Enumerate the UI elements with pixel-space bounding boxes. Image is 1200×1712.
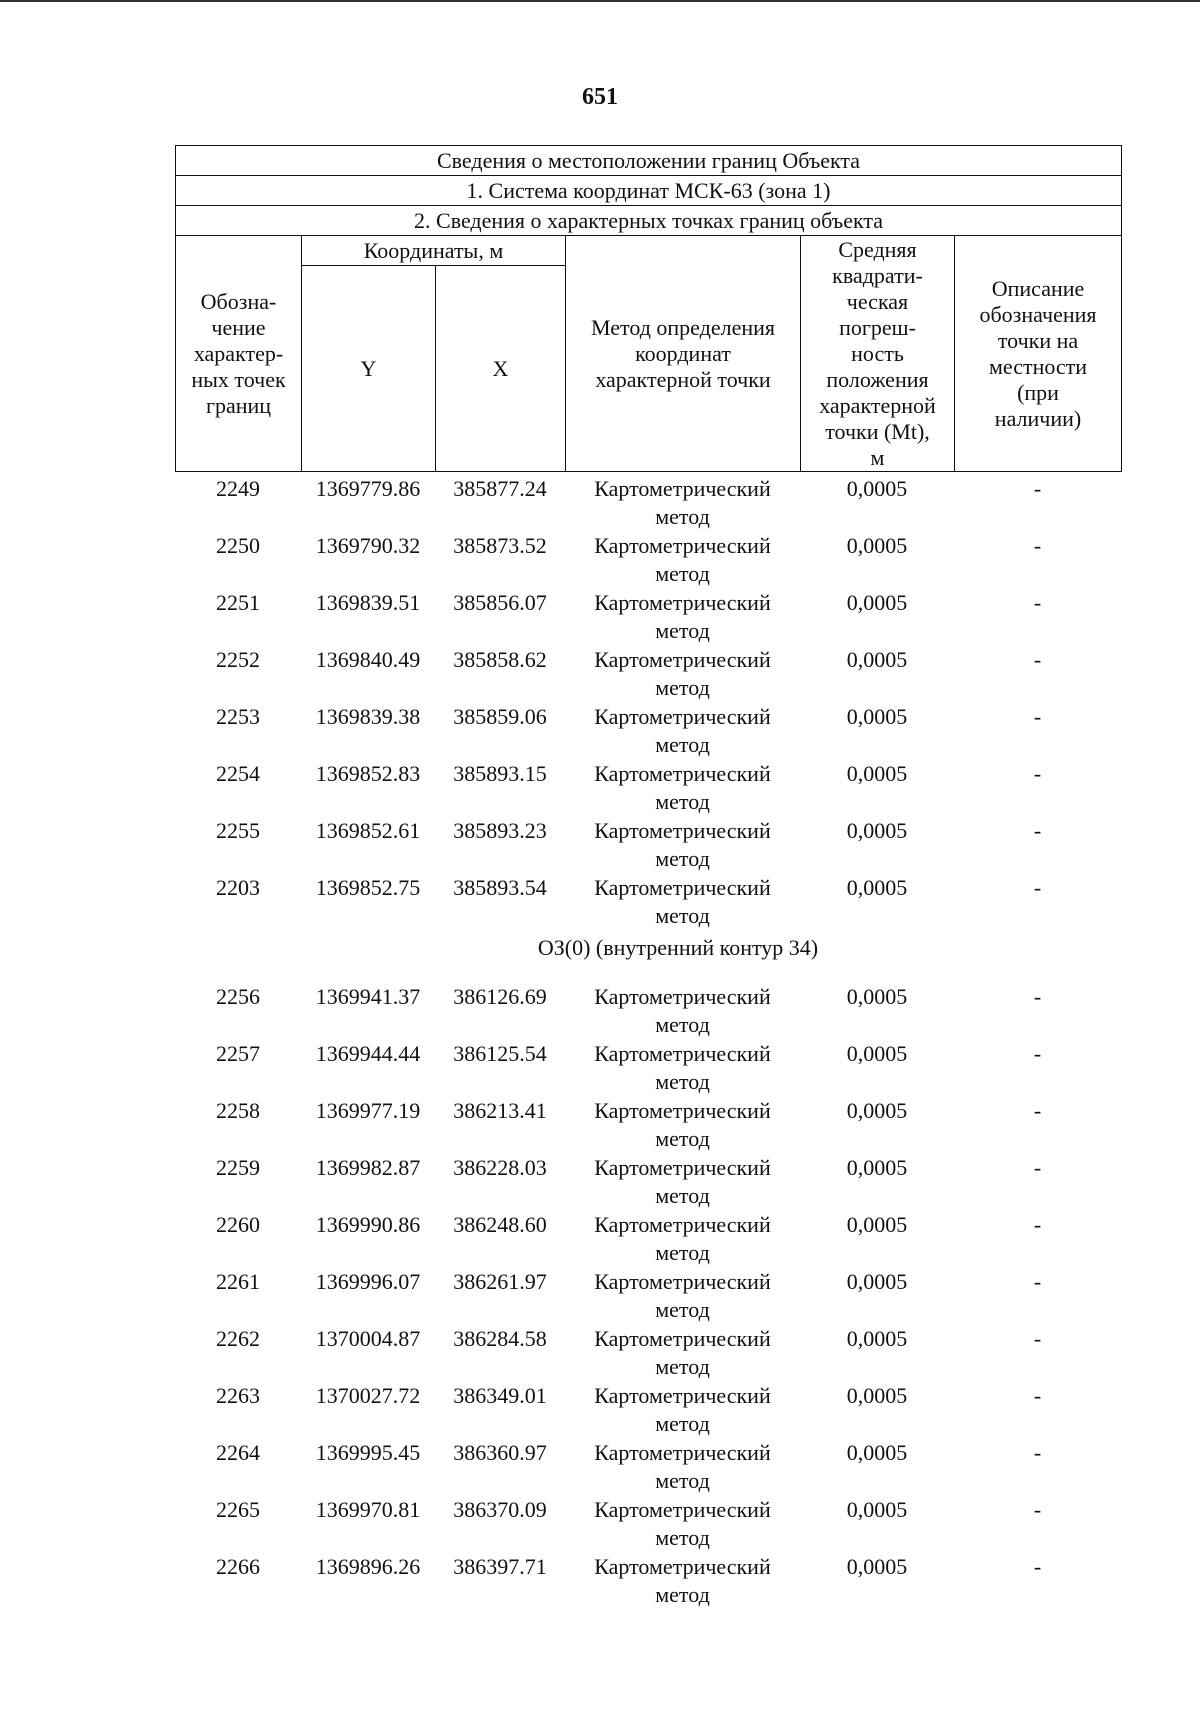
point-id: 2251 xyxy=(216,590,260,615)
description-cell: - xyxy=(1033,1098,1042,1123)
description-cell: - xyxy=(1033,1041,1042,1066)
table-row xyxy=(175,472,1121,529)
coord-y: 1369995.45 xyxy=(315,1440,421,1465)
table-row xyxy=(175,814,1121,871)
coord-x: 385893.23 xyxy=(453,818,547,843)
method-cell: Картометрический метод xyxy=(594,761,771,814)
description-cell: - xyxy=(1033,1440,1042,1465)
description-cell: - xyxy=(1033,875,1042,900)
coord-y: 1369941.37 xyxy=(315,984,421,1009)
error-cell: 0,0005 xyxy=(846,533,908,558)
coord-x: 386284.58 xyxy=(453,1326,547,1351)
point-id: 2263 xyxy=(216,1383,260,1408)
description-cell: - xyxy=(1033,533,1042,558)
point-id: 2253 xyxy=(216,704,260,729)
method-cell: Картометрический метод xyxy=(594,984,771,1037)
scan-top-edge xyxy=(0,0,1200,2)
method-cell: Картометрический метод xyxy=(594,1383,771,1436)
coord-x: 385859.06 xyxy=(453,704,547,729)
description-cell: - xyxy=(1033,1554,1042,1579)
description-cell: - xyxy=(1033,476,1042,501)
error-cell: 0,0005 xyxy=(846,1326,908,1351)
table-row xyxy=(175,1322,1121,1379)
point-id: 2203 xyxy=(216,875,260,900)
point-list-main xyxy=(175,472,1121,928)
table-row xyxy=(175,586,1121,643)
point-id: 2249 xyxy=(216,476,260,501)
description-cell: - xyxy=(1033,984,1042,1009)
method-cell: Картометрический метод xyxy=(594,1041,771,1094)
coord-x: 385877.24 xyxy=(453,476,547,501)
point-id: 2265 xyxy=(216,1497,260,1522)
error-cell: 0,0005 xyxy=(846,875,908,900)
method-cell: Картометрический метод xyxy=(594,1497,771,1550)
col-x-header: X xyxy=(436,266,566,472)
method-cell: Картометрический метод xyxy=(594,1326,771,1379)
coord-y: 1369944.44 xyxy=(315,1041,421,1066)
col-description-header: Описание обозначения точки на местности (при наличии) xyxy=(955,236,1122,472)
coord-y: 1369970.81 xyxy=(315,1497,421,1522)
description-cell: - xyxy=(1033,590,1042,615)
table-row xyxy=(175,980,1121,1037)
error-cell: 0,0005 xyxy=(846,1440,908,1465)
coord-x: 386248.60 xyxy=(453,1212,547,1237)
point-id: 2250 xyxy=(216,533,260,558)
description-cell: - xyxy=(1033,1383,1042,1408)
point-id: 2266 xyxy=(216,1554,260,1579)
description-cell: - xyxy=(1033,1269,1042,1294)
description-cell: - xyxy=(1033,1326,1042,1351)
table-row xyxy=(175,1550,1121,1607)
table-row xyxy=(175,871,1121,928)
point-list-inner-contour xyxy=(175,980,1121,1607)
boundary-points-document xyxy=(175,145,1121,1607)
method-cell: Картометрический метод xyxy=(594,647,771,700)
col-error-header: Средняя квадрати- ческая погреш- ность положения характерной точки (Mt), м xyxy=(801,236,955,472)
point-id: 2260 xyxy=(216,1212,260,1237)
point-id: 2264 xyxy=(216,1440,260,1465)
description-cell: - xyxy=(1033,704,1042,729)
error-cell: 0,0005 xyxy=(846,1554,908,1579)
error-cell: 0,0005 xyxy=(846,704,908,729)
coord-y: 1369779.86 xyxy=(315,476,421,501)
error-cell: 0,0005 xyxy=(846,647,908,672)
error-cell: 0,0005 xyxy=(846,818,908,843)
point-id: 2254 xyxy=(216,761,260,786)
error-cell: 0,0005 xyxy=(846,590,908,615)
point-id: 2259 xyxy=(216,1155,260,1180)
coord-x: 386125.54 xyxy=(453,1041,547,1066)
table-row xyxy=(175,1436,1121,1493)
coord-y: 1369839.51 xyxy=(315,590,421,615)
method-cell: Картометрический метод xyxy=(594,1440,771,1493)
coord-y: 1369852.61 xyxy=(315,818,421,843)
coord-y: 1369977.19 xyxy=(315,1098,421,1123)
table-row xyxy=(175,1151,1121,1208)
col-coordinates-header: Координаты, м xyxy=(302,236,566,266)
coord-x: 385873.52 xyxy=(453,533,547,558)
method-cell: Картометрический метод xyxy=(594,1554,771,1607)
coord-x: 386261.97 xyxy=(453,1269,547,1294)
coord-y: 1369790.32 xyxy=(315,533,421,558)
table-row xyxy=(175,1265,1121,1322)
table-row xyxy=(175,1493,1121,1550)
point-id: 2255 xyxy=(216,818,260,843)
description-cell: - xyxy=(1033,1155,1042,1180)
description-cell: - xyxy=(1033,647,1042,672)
coord-y: 1369982.87 xyxy=(315,1155,421,1180)
error-cell: 0,0005 xyxy=(846,761,908,786)
coord-x: 385856.07 xyxy=(453,590,547,615)
table-row xyxy=(175,1094,1121,1151)
coord-x: 386397.71 xyxy=(453,1554,547,1579)
coord-y: 1369839.38 xyxy=(315,704,421,729)
coord-y: 1369896.26 xyxy=(315,1554,421,1579)
point-id: 2256 xyxy=(216,984,260,1009)
method-cell: Картометрический метод xyxy=(594,818,771,871)
coord-y: 1369990.86 xyxy=(315,1212,421,1237)
point-id: 2252 xyxy=(216,647,260,672)
coord-x: 385858.62 xyxy=(453,647,547,672)
table-row xyxy=(175,757,1121,814)
coord-x: 385893.15 xyxy=(453,761,547,786)
point-id: 2257 xyxy=(216,1041,260,1066)
table-title: Сведения о местоположении границ Объекта xyxy=(176,146,1122,176)
error-cell: 0,0005 xyxy=(846,1212,908,1237)
method-cell: Картометрический метод xyxy=(594,1098,771,1151)
coordinate-system: 1. Система координат МСК-63 (зона 1) xyxy=(176,176,1122,206)
error-cell: 0,0005 xyxy=(846,1497,908,1522)
contour-subheading: ОЗ(0) (внутренний контур 34) xyxy=(537,935,819,960)
coord-x: 386126.69 xyxy=(453,984,547,1009)
error-cell: 0,0005 xyxy=(846,984,908,1009)
description-cell: - xyxy=(1033,1212,1042,1237)
table-row xyxy=(175,529,1121,586)
error-cell: 0,0005 xyxy=(846,1041,908,1066)
coord-x: 386370.09 xyxy=(453,1497,547,1522)
method-cell: Картометрический метод xyxy=(594,875,771,928)
method-cell: Картометрический метод xyxy=(594,1212,771,1265)
error-cell: 0,0005 xyxy=(846,1098,908,1123)
table-row xyxy=(175,700,1121,757)
page-number: 651 xyxy=(582,84,618,110)
coord-x: 386349.01 xyxy=(453,1383,547,1408)
error-cell: 0,0005 xyxy=(846,1155,908,1180)
description-cell: - xyxy=(1033,761,1042,786)
coord-x: 386360.97 xyxy=(453,1440,547,1465)
coord-y: 1369996.07 xyxy=(315,1269,421,1294)
table-row xyxy=(175,1379,1121,1436)
point-id: 2261 xyxy=(216,1269,260,1294)
error-cell: 0,0005 xyxy=(846,1383,908,1408)
description-cell: - xyxy=(1033,1497,1042,1522)
method-cell: Картометрический метод xyxy=(594,1155,771,1208)
method-cell: Картометрический метод xyxy=(594,1269,771,1322)
method-cell: Картометрический метод xyxy=(594,704,771,757)
coord-y: 1369852.83 xyxy=(315,761,421,786)
coord-x: 386228.03 xyxy=(453,1155,547,1180)
point-id: 2262 xyxy=(216,1326,260,1351)
table-row xyxy=(175,1037,1121,1094)
table-row xyxy=(175,643,1121,700)
col-designation-header: Обозна- чение характер- ных точек границ xyxy=(176,236,302,472)
table-row xyxy=(175,1208,1121,1265)
method-cell: Картометрический метод xyxy=(594,590,771,643)
coord-y: 1369840.49 xyxy=(315,647,421,672)
error-cell: 0,0005 xyxy=(846,1269,908,1294)
coord-y: 1370027.72 xyxy=(315,1383,421,1408)
section-title: 2. Сведения о характерных точках границ объекта xyxy=(176,206,1122,236)
error-cell: 0,0005 xyxy=(846,476,908,501)
point-id: 2258 xyxy=(216,1098,260,1123)
coord-y: 1370004.87 xyxy=(315,1326,421,1351)
coord-x: 385893.54 xyxy=(453,875,547,900)
col-method-header: Метод определения координат характерной точки xyxy=(566,236,801,472)
table-header xyxy=(175,145,1122,472)
method-cell: Картометрический метод xyxy=(594,533,771,586)
method-cell: Картометрический метод xyxy=(594,476,771,529)
description-cell: - xyxy=(1033,818,1042,843)
col-y-header: Y xyxy=(302,266,436,472)
coord-y: 1369852.75 xyxy=(315,875,421,900)
coord-x: 386213.41 xyxy=(453,1098,547,1123)
